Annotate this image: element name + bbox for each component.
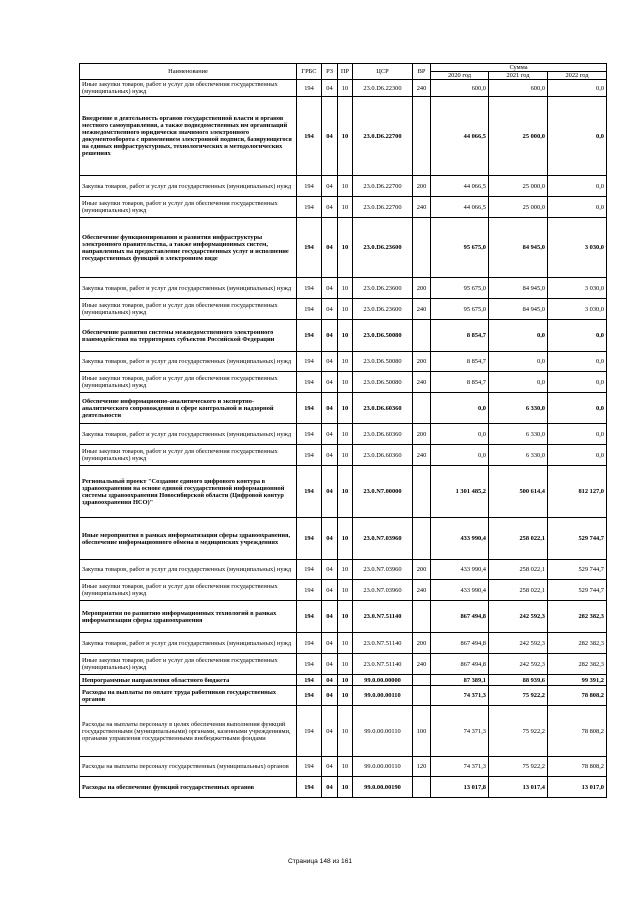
row-pr: 10 [338, 675, 353, 686]
row-sum-2022: 0,0 [548, 352, 607, 372]
row-sum-2022: 0,0 [548, 97, 607, 176]
row-sum-2022: 0,0 [548, 445, 607, 466]
row-vr [413, 675, 431, 686]
row-rz: 04 [322, 560, 338, 580]
row-sum-2022: 0,0 [548, 393, 607, 424]
row-name: Закупка товаров, работ и услуг для государственных (муниципальных) нужд [80, 560, 297, 580]
table-row [80, 601, 607, 633]
row-csr: 99.0.00.00110 [353, 686, 413, 706]
row-grbs: 194 [297, 560, 322, 580]
row-grbs: 194 [297, 218, 322, 278]
row-name: Обеспечение развития системы межведомственного электронного взаимодействия на территориях субъектов Российской Федерации [80, 320, 297, 352]
row-sum-2020: 13 017,8 [431, 777, 489, 798]
row-pr: 10 [338, 466, 353, 518]
header-year-2020: 2020 год [431, 72, 489, 80]
row-pr: 10 [338, 633, 353, 654]
table-header [80, 64, 607, 80]
row-pr: 10 [338, 393, 353, 424]
row-vr: 200 [413, 560, 431, 580]
row-rz: 04 [322, 633, 338, 654]
row-rz: 04 [322, 777, 338, 798]
row-rz: 04 [322, 218, 338, 278]
row-sum-2021: 75 922,2 [489, 686, 548, 706]
row-name: Расходы на обеспечение функций государственных органов [80, 777, 297, 798]
row-pr: 10 [338, 777, 353, 798]
row-sum-2021: 6 330,0 [489, 393, 548, 424]
row-sum-2020: 867 494,8 [431, 601, 489, 633]
table-row [80, 393, 607, 424]
row-sum-2022: 529 744,7 [548, 580, 607, 601]
row-grbs: 194 [297, 445, 322, 466]
table-row [80, 580, 607, 601]
row-name: Расходы на выплаты по оплате труда работников государственных органов [80, 686, 297, 706]
row-rz: 04 [322, 424, 338, 445]
row-grbs: 194 [297, 320, 322, 352]
row-vr: 240 [413, 197, 431, 218]
row-csr: 99.0.00.00190 [353, 777, 413, 798]
row-grbs: 194 [297, 299, 322, 320]
row-pr: 10 [338, 424, 353, 445]
row-csr: 23.0.D6.50080 [353, 320, 413, 352]
row-grbs: 194 [297, 601, 322, 633]
row-sum-2021: 75 922,2 [489, 706, 548, 757]
row-grbs: 194 [297, 466, 322, 518]
row-csr: 23.0.D6.22300 [353, 80, 413, 97]
row-pr: 10 [338, 580, 353, 601]
row-name: Расходы на выплаты персоналу в целях обеспечения выполнения функций государственными (муниципальными) органами, казенными учреждениями, органами управления государственными внебюджетными фондами [80, 706, 297, 757]
row-pr: 10 [338, 445, 353, 466]
row-name: Иные закупки товаров, работ и услуг для обеспечения государственных (муниципальных) нужд [80, 299, 297, 320]
row-sum-2020: 44 066,5 [431, 97, 489, 176]
row-vr [413, 393, 431, 424]
row-sum-2021: 84 945,0 [489, 278, 548, 299]
row-vr [413, 686, 431, 706]
row-sum-2021: 13 017,4 [489, 777, 548, 798]
row-sum-2021: 600,0 [489, 80, 548, 97]
row-pr: 10 [338, 686, 353, 706]
row-sum-2020: 95 675,0 [431, 278, 489, 299]
row-csr: 99.0.00.00110 [353, 757, 413, 777]
row-sum-2022: 13 017,0 [548, 777, 607, 798]
row-name: Закупка товаров, работ и услуг для государственных (муниципальных) нужд [80, 278, 297, 299]
row-rz: 04 [322, 601, 338, 633]
row-sum-2022: 3 030,0 [548, 218, 607, 278]
row-vr: 100 [413, 706, 431, 757]
row-grbs: 194 [297, 633, 322, 654]
row-sum-2022: 0,0 [548, 320, 607, 352]
row-csr: 23.0.N7.51140 [353, 601, 413, 633]
row-rz: 04 [322, 675, 338, 686]
row-csr: 99.0.00.00000 [353, 675, 413, 686]
table-row [80, 686, 607, 706]
row-pr: 10 [338, 654, 353, 675]
row-name: Иные мероприятия в рамках информатизации сферы здравоохранения, обеспечение информационного обмена в медицинских учреждениях [80, 518, 297, 560]
row-rz: 04 [322, 352, 338, 372]
row-pr: 10 [338, 757, 353, 777]
row-pr: 10 [338, 218, 353, 278]
header-sum: Сумма [431, 64, 607, 72]
row-rz: 04 [322, 686, 338, 706]
row-name: Закупка товаров, работ и услуг для государственных (муниципальных) нужд [80, 352, 297, 372]
row-vr [413, 777, 431, 798]
row-pr: 10 [338, 176, 353, 197]
row-sum-2022: 529 744,7 [548, 560, 607, 580]
row-pr: 10 [338, 80, 353, 97]
row-name: Иные закупки товаров, работ и услуг для обеспечения государственных (муниципальных) нужд [80, 580, 297, 601]
row-vr: 240 [413, 80, 431, 97]
row-csr: 23.0.D6.22700 [353, 97, 413, 176]
row-rz: 04 [322, 445, 338, 466]
row-name: Закупка товаров, работ и услуг для государственных (муниципальных) нужд [80, 176, 297, 197]
row-name: Региональный проект "Создание единого цифрового контура в здравоохранении на основе единой государственной информационной системы здравоохранения Новосибирской области (Цифровой контур здравоохранения НСО)" [80, 466, 297, 518]
row-grbs: 194 [297, 580, 322, 601]
row-grbs: 194 [297, 393, 322, 424]
row-rz: 04 [322, 320, 338, 352]
row-pr: 10 [338, 197, 353, 218]
row-sum-2021: 84 945,0 [489, 299, 548, 320]
row-vr: 200 [413, 424, 431, 445]
row-csr: 23.0.D6.60360 [353, 393, 413, 424]
row-name: Обеспечение функционирования и развития инфраструктуры электронного правительства, а также информационных систем, направленных на предоставление государственных услуг и исполнение государственных функций в электронном виде [80, 218, 297, 278]
table-row [80, 560, 607, 580]
row-name: Закупка товаров, работ и услуг для государственных (муниципальных) нужд [80, 633, 297, 654]
table-row [80, 424, 607, 445]
row-sum-2021: 0,0 [489, 320, 548, 352]
row-vr: 120 [413, 757, 431, 777]
row-sum-2022: 3 030,0 [548, 278, 607, 299]
table-row [80, 80, 607, 97]
row-sum-2022: 99 391,2 [548, 675, 607, 686]
row-vr [413, 518, 431, 560]
row-vr: 240 [413, 445, 431, 466]
table-row [80, 176, 607, 197]
row-pr: 10 [338, 706, 353, 757]
row-grbs: 194 [297, 777, 322, 798]
row-csr: 23.0.D6.23600 [353, 299, 413, 320]
row-vr [413, 466, 431, 518]
budget-table [79, 63, 607, 798]
row-sum-2022: 282 382,3 [548, 601, 607, 633]
row-name: Иные закупки товаров, работ и услуг для обеспечения государственных (муниципальных) нужд [80, 372, 297, 393]
row-sum-2020: 867 494,8 [431, 654, 489, 675]
row-sum-2021: 6 330,0 [489, 424, 548, 445]
row-sum-2022: 0,0 [548, 372, 607, 393]
row-sum-2020: 433 990,4 [431, 518, 489, 560]
row-pr: 10 [338, 299, 353, 320]
row-sum-2020: 0,0 [431, 445, 489, 466]
row-pr: 10 [338, 560, 353, 580]
row-sum-2020: 8 854,7 [431, 352, 489, 372]
row-sum-2020: 8 854,7 [431, 372, 489, 393]
row-sum-2021: 25 000,0 [489, 176, 548, 197]
row-grbs: 194 [297, 518, 322, 560]
row-grbs: 194 [297, 424, 322, 445]
document-page [79, 63, 606, 798]
row-sum-2021: 258 022,1 [489, 560, 548, 580]
row-vr: 240 [413, 299, 431, 320]
row-sum-2021: 84 945,0 [489, 218, 548, 278]
row-sum-2022: 812 127,0 [548, 466, 607, 518]
table-row [80, 654, 607, 675]
row-sum-2020: 0,0 [431, 393, 489, 424]
row-sum-2022: 0,0 [548, 424, 607, 445]
row-csr: 23.0.D6.50080 [353, 352, 413, 372]
row-rz: 04 [322, 299, 338, 320]
header-rz: РЗ [322, 64, 338, 80]
row-sum-2021: 500 614,4 [489, 466, 548, 518]
row-vr [413, 218, 431, 278]
header-csr: ЦСР [353, 64, 413, 80]
row-sum-2020: 74 371,3 [431, 686, 489, 706]
row-grbs: 194 [297, 372, 322, 393]
row-csr: 23.0.N7.51140 [353, 654, 413, 675]
row-grbs: 194 [297, 80, 322, 97]
row-grbs: 194 [297, 197, 322, 218]
row-name: Закупка товаров, работ и услуг для государственных (муниципальных) нужд [80, 424, 297, 445]
header-vr: ВР [413, 64, 431, 80]
row-sum-2022: 529 744,7 [548, 518, 607, 560]
row-sum-2020: 600,0 [431, 80, 489, 97]
row-sum-2020: 1 301 485,2 [431, 466, 489, 518]
row-csr: 23.0.D6.60360 [353, 424, 413, 445]
row-name: Иные закупки товаров, работ и услуг для обеспечения государственных (муниципальных) нужд [80, 80, 297, 97]
row-name: Мероприятия по развитию информационных технологий в рамках информатизации сферы здравоохранения [80, 601, 297, 633]
row-sum-2022: 282 382,3 [548, 633, 607, 654]
row-sum-2021: 0,0 [489, 372, 548, 393]
row-pr: 10 [338, 320, 353, 352]
row-csr: 23.0.N7.03960 [353, 518, 413, 560]
row-csr: 23.0.D6.60360 [353, 445, 413, 466]
row-pr: 10 [338, 372, 353, 393]
header-name: Наименование [80, 64, 297, 80]
row-name: Обеспечение информационно-аналитического и экспертно-аналитического сопровождения в сфере контрольной и надзорной деятельности [80, 393, 297, 424]
header-year-2022: 2022 год [548, 72, 607, 80]
row-sum-2022: 78 808,2 [548, 757, 607, 777]
row-csr: 23.0.N7.03960 [353, 560, 413, 580]
row-rz: 04 [322, 97, 338, 176]
row-sum-2021: 258 022,1 [489, 580, 548, 601]
row-sum-2020: 0,0 [431, 424, 489, 445]
row-csr: 23.0.D6.23600 [353, 278, 413, 299]
row-vr: 200 [413, 633, 431, 654]
row-sum-2021: 88 939,6 [489, 675, 548, 686]
row-vr [413, 320, 431, 352]
row-vr: 240 [413, 580, 431, 601]
table-row [80, 777, 607, 798]
table-row [80, 299, 607, 320]
row-sum-2022: 3 030,0 [548, 299, 607, 320]
row-sum-2020: 95 675,0 [431, 218, 489, 278]
row-pr: 10 [338, 601, 353, 633]
row-sum-2020: 74 371,3 [431, 757, 489, 777]
row-rz: 04 [322, 80, 338, 97]
row-csr: 23.0.D6.22700 [353, 197, 413, 218]
table-row [80, 197, 607, 218]
row-sum-2022: 78 808,2 [548, 686, 607, 706]
row-rz: 04 [322, 706, 338, 757]
row-sum-2022: 78 808,2 [548, 706, 607, 757]
row-grbs: 194 [297, 278, 322, 299]
row-grbs: 194 [297, 97, 322, 176]
row-name: Непрограммные направления областного бюджета [80, 675, 297, 686]
row-rz: 04 [322, 518, 338, 560]
row-sum-2022: 0,0 [548, 80, 607, 97]
row-rz: 04 [322, 278, 338, 299]
table-row [80, 518, 607, 560]
row-vr: 200 [413, 176, 431, 197]
row-sum-2020: 44 066,5 [431, 176, 489, 197]
table-row [80, 706, 607, 757]
row-rz: 04 [322, 580, 338, 601]
row-vr: 240 [413, 654, 431, 675]
table-row [80, 352, 607, 372]
row-rz: 04 [322, 197, 338, 218]
row-vr: 240 [413, 372, 431, 393]
row-sum-2020: 867 494,8 [431, 633, 489, 654]
row-csr: 23.0.D6.50080 [353, 372, 413, 393]
row-grbs: 194 [297, 654, 322, 675]
row-csr: 99.0.00.00110 [353, 706, 413, 757]
row-sum-2021: 242 592,3 [489, 654, 548, 675]
row-rz: 04 [322, 654, 338, 675]
row-sum-2022: 282 382,3 [548, 654, 607, 675]
row-rz: 04 [322, 757, 338, 777]
row-sum-2020: 44 066,5 [431, 197, 489, 218]
row-sum-2020: 95 675,0 [431, 299, 489, 320]
row-csr: 23.0.D6.22700 [353, 176, 413, 197]
table-row [80, 757, 607, 777]
row-vr: 200 [413, 278, 431, 299]
header-year-2021: 2021 год [489, 72, 548, 80]
row-sum-2021: 242 592,3 [489, 601, 548, 633]
row-vr [413, 601, 431, 633]
row-sum-2021: 75 922,2 [489, 757, 548, 777]
page-number: Страница 148 из 161 [287, 858, 353, 865]
row-sum-2020: 433 990,4 [431, 580, 489, 601]
row-grbs: 194 [297, 757, 322, 777]
table-row [80, 278, 607, 299]
row-csr: 23.0.N7.51140 [353, 633, 413, 654]
row-csr: 23.0.D6.23600 [353, 218, 413, 278]
row-rz: 04 [322, 393, 338, 424]
table-row [80, 320, 607, 352]
row-sum-2021: 242 592,3 [489, 633, 548, 654]
row-pr: 10 [338, 278, 353, 299]
row-grbs: 194 [297, 675, 322, 686]
row-rz: 04 [322, 372, 338, 393]
row-grbs: 194 [297, 706, 322, 757]
row-vr: 200 [413, 352, 431, 372]
row-vr [413, 97, 431, 176]
row-pr: 10 [338, 352, 353, 372]
row-sum-2021: 0,0 [489, 352, 548, 372]
row-rz: 04 [322, 176, 338, 197]
row-sum-2020: 433 990,4 [431, 560, 489, 580]
table-row [80, 445, 607, 466]
row-csr: 23.0.N7.00000 [353, 466, 413, 518]
row-sum-2020: 74 371,3 [431, 706, 489, 757]
row-rz: 04 [322, 466, 338, 518]
table-row [80, 97, 607, 176]
table-row [80, 466, 607, 518]
row-sum-2020: 8 854,7 [431, 320, 489, 352]
row-name: Внедрение в деятельность органов государственной власти и органов местного самоуправления, а также подведомственных им организаций межведомственного юридически значимого электронного документооборота с применением электронной подписи, базирующегося на единых инфраструктурных, технологических и методологических решениях [80, 97, 297, 176]
row-name: Иные закупки товаров, работ и услуг для обеспечения государственных (муниципальных) нужд [80, 197, 297, 218]
row-pr: 10 [338, 97, 353, 176]
row-name: Иные закупки товаров, работ и услуг для обеспечения государственных (муниципальных) нужд [80, 654, 297, 675]
header-grbs: ГРБС [297, 64, 322, 80]
row-sum-2021: 25 000,0 [489, 97, 548, 176]
table-body [80, 80, 607, 798]
row-name: Иные закупки товаров, работ и услуг для обеспечения государственных (муниципальных) нужд [80, 445, 297, 466]
row-pr: 10 [338, 518, 353, 560]
row-csr: 23.0.N7.03960 [353, 580, 413, 601]
table-row [80, 633, 607, 654]
table-row [80, 218, 607, 278]
row-name: Расходы на выплаты персоналу государственных (муниципальных) органов [80, 757, 297, 777]
row-sum-2022: 0,0 [548, 176, 607, 197]
header-pr: ПР [338, 64, 353, 80]
row-grbs: 194 [297, 686, 322, 706]
row-sum-2021: 6 330,0 [489, 445, 548, 466]
row-sum-2021: 25 000,0 [489, 197, 548, 218]
row-grbs: 194 [297, 352, 322, 372]
table-row [80, 675, 607, 686]
table-row [80, 372, 607, 393]
row-grbs: 194 [297, 176, 322, 197]
row-sum-2020: 87 389,1 [431, 675, 489, 686]
row-sum-2022: 0,0 [548, 197, 607, 218]
row-sum-2021: 258 022,1 [489, 518, 548, 560]
